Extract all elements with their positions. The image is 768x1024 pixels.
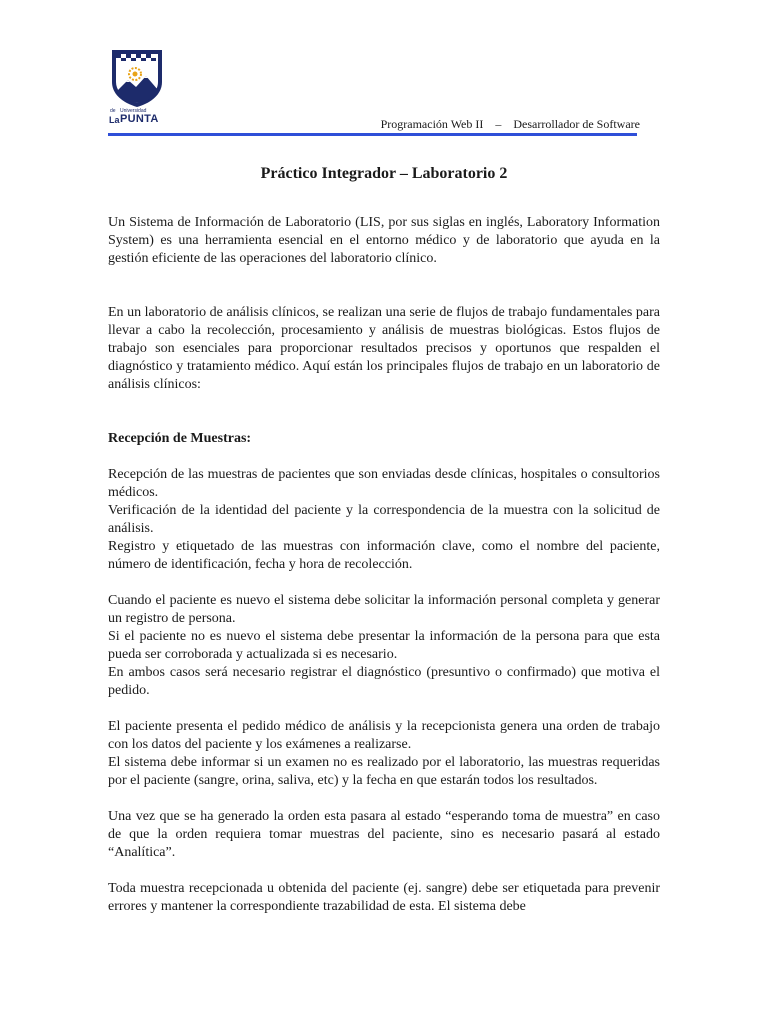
logo-prefix: de [110,108,116,114]
order-item: El paciente presenta el pedido médico de análisis y la recepcionista genera una orden de trabajo con los datos del paciente y los exámenes a realizarse. [108,719,660,752]
state-paragraph: Una vez que se ha generado la orden esta pasara al estado “esperando toma de muestra” en caso de que la orden requiera tomar muestras del paciente, sino es necesario pasará al estado “Analítica”. [108,809,660,860]
shield-emblem-icon [108,48,166,108]
logo-la: La [109,115,120,125]
intro-paragraph: Un Sistema de Información de Laboratorio (LIS, por sus siglas en inglés, Laboratory Information System) es una herramienta esencial en el entorno médico y de laboratorio que ayuda en la gestión eficiente de las operaciones del laboratorio clínico. [108,215,660,266]
logo-universidad: Universidad [120,108,147,114]
new-patient-item: Si el paciente no es nuevo el sistema debe presentar la información de la persona para que esta pueda ser corroborada y actualizada si es necesario. [108,629,660,662]
reception-item: Registro y etiquetado de las muestras con información clave, como el nombre del paciente, número de identificación, fecha y hora de recolección. [108,539,660,572]
workflows-paragraph: En un laboratorio de análisis clínicos, se realizan una serie de flujos de trabajo fundamentales para llevar a cabo la recolección, procesamiento y análisis de muestras biológicas. Estos flujos de trabajo son esenciales para proporcionar resultados precisos y oportunos que respalden el diagnóstico y tratamiento médico. Aquí están los principales flujos de trabajo en un laboratorio de análisis clínicos: [108,305,660,392]
new-patient-item: En ambos casos será necesario registrar el diagnóstico (presuntivo o confirmado) que motiva el pedido. [108,665,660,698]
reception-item: Verificación de la identidad del paciente y la correspondencia de la muestra con la solicitud de análisis. [108,503,660,536]
header-separator: – [495,117,502,131]
section-heading: Recepción de Muestras: [108,431,252,446]
logo-wordmark [108,108,168,126]
program-name: Desarrollador de Software [513,117,640,131]
labeling-paragraph: Toda muestra recepcionada u obtenida del paciente (ej. sangre) debe ser etiquetada para prevenir errores y mantener la correspondiente trazabilidad de esta. El sistema debe [108,881,660,914]
document-title: Práctico Integrador – Laboratorio 2 [260,165,508,182]
university-logo [108,48,166,128]
running-header [381,117,640,132]
logo-punta: PUNTA [120,113,159,125]
document-body [108,214,660,916]
new-patient-item: Cuando el paciente es nuevo el sistema debe solicitar la información personal completa y generar un registro de persona. [108,593,660,626]
reception-item: Recepción de las muestras de pacientes que son enviadas desde clínicas, hospitales o consultorios médicos. [108,467,660,500]
order-item: El sistema debe informar si un examen no es realizado por el laboratorio, las muestras requeridas por el paciente (sangre, orina, saliva, etc) y la fecha en que estarán todos los resultados. [108,755,660,788]
course-name: Programación Web II [380,117,484,131]
header-rule [108,133,637,136]
